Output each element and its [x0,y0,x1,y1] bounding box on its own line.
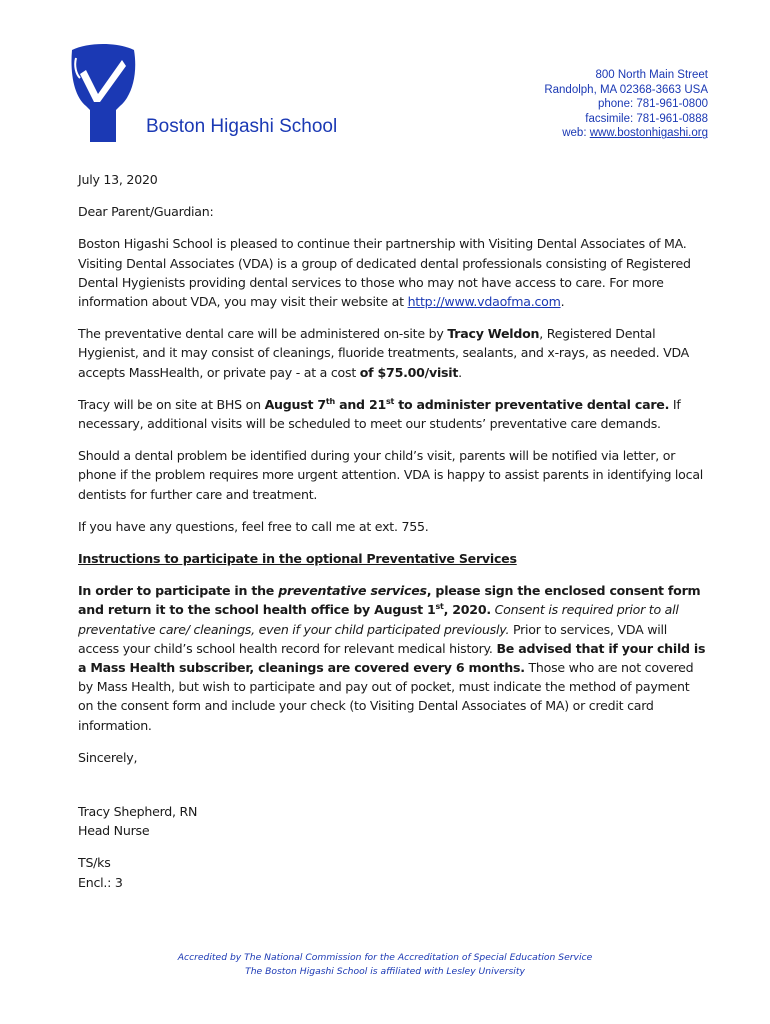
letterhead-address [544,68,708,141]
signature-space [78,780,708,802]
instr-italic: preventative services [278,583,427,599]
instr-e: Those who are not covered by Mass Health, but wish to participate and pay out of pocket, must indicate the method of payment on the consent form and include your check (to Visiting Dental Associates of MA) or credit card information. [78,660,694,733]
signer-name: Tracy Shepherd, RN [78,804,198,820]
paragraph-intro [78,234,708,311]
schedule-text-b: If necessary, additional visits will be scheduled to meet our students’ preventative care demands. [78,396,681,432]
address-fax: facsimile: 781-961-0888 [585,112,708,125]
intro-end: . [560,294,565,310]
initials-block [78,853,708,891]
instr-sup: st [435,602,444,612]
masshealth-note: Be advised that if your child is a Mass Health subscriber, cleanings are covered every 6 months. [78,640,706,676]
paragraph-problem: Should a dental problem be identified during your child’s visit, parents will be notified via letter, or phone if the problem requires more urgent attention. VDA is happy to assist parents in identifying local dentists for further care and treatment. [78,448,704,502]
letter-date: July 13, 2020 [78,172,158,187]
web-label: web: [562,127,587,140]
care-text-a: The preventative dental care will be administered on-site by [78,326,448,342]
enclosure: Encl.: 3 [78,874,123,890]
care-end: . [458,364,462,380]
initials: TS/ks [78,855,111,871]
paragraph-schedule [78,395,708,433]
signer-title: Head Nurse [78,823,150,839]
intro-text: Boston Higashi School is pleased to continue their partnership with Visiting Dental Associates of MA. Visiting Dental Associates (VDA) is a group of dedicated dental professionals consisting of Registered Dental Hygienists providing dental services to those who may not have access to care. For more information about VDA, you may visit their website at [78,236,691,310]
footer-accreditation: Accredited by The National Commission for the Accreditation of Special Education Service [177,952,593,963]
date-august-7: August 7 [264,396,326,412]
signature-block [78,802,708,840]
paragraph-questions: If you have any questions, feel free to call me at ext. 755. [78,518,429,534]
school-name: Boston Higashi School [146,116,338,137]
closing: Sincerely, [78,749,138,765]
instr-a: In order to participate in the [78,583,279,599]
sup-st: st [385,396,395,406]
vda-website-link[interactable]: http://www.vdaofma.com [407,294,561,310]
address-phone: phone: 781-961-0800 [598,98,708,111]
instr-d: Prior to services, VDA will access your child’s school health record for relevant medical history. [78,621,667,656]
sup-th: th [325,396,335,406]
address-city: Randolph, MA 02368-3663 USA [544,83,708,96]
paragraph-instructions [78,581,708,735]
care-text-b: , Registered Dental Hygienist, and it may consist of cleanings, fluoride treatments, sealants, and x-rays, as needed. VDA accepts MassHealth, or private pay - at a cost [78,326,690,380]
schedule-text-a: Tracy will be on site at BHS on [78,396,265,412]
consent-note: Consent is required prior to all preventative care/ cleanings, even if your child participated previously. [78,602,679,637]
footer-affiliation: The Boston Higashi School is affiliated with Lesley University [245,965,525,977]
instr-c: , 2020. [443,602,491,618]
address-web [544,126,708,141]
instr-b: , please sign the enclosed consent form and return it to the school health office by August 1 [78,583,701,618]
schedule-bold-end: to administer preventative dental care. [394,396,670,412]
web-link[interactable]: www.bostonhigashi.org [589,127,708,140]
checkmark-shield-logo-icon [68,44,138,142]
hygienist-name: Tracy Weldon [447,326,540,342]
instructions-heading: Instructions to participate in the optional Preventative Services [78,551,517,567]
schedule-dates [265,397,670,412]
footer [0,951,770,978]
salutation: Dear Parent/Guardian: [78,204,214,220]
letter-body [78,170,708,905]
paragraph-care [78,324,708,382]
date-and-21: and 21 [334,396,386,412]
visit-cost: of $75.00/visit [359,364,459,380]
address-street: 800 North Main Street [595,69,708,81]
